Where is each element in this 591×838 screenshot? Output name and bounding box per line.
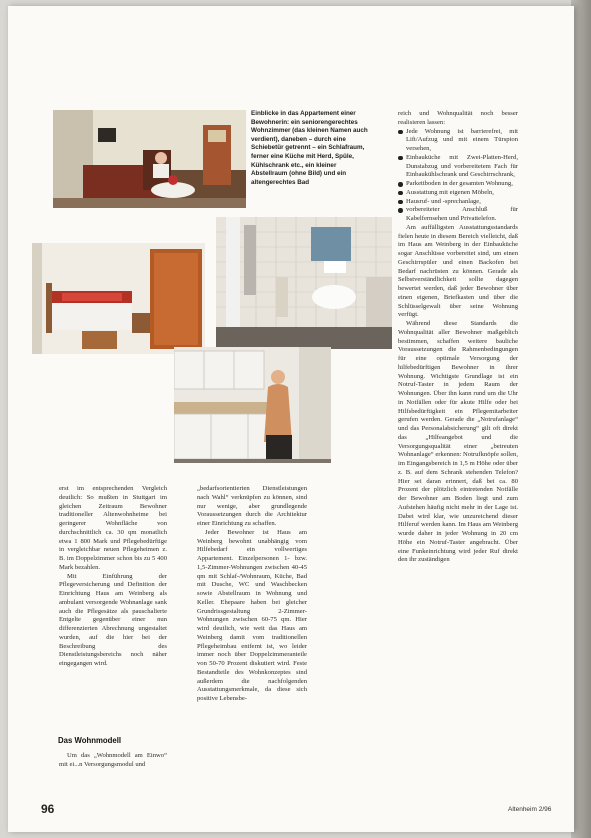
- right-intro: reich und Wohnqualität noch besser realisieren lassen:: [398, 110, 518, 126]
- photo-bedroom: [32, 243, 205, 354]
- section-heading: Das Wohnmodell: [58, 736, 122, 745]
- feature-item: Parkettboden in der gesamten Wohnung,: [398, 180, 518, 189]
- text-column-right: [398, 110, 518, 565]
- text-column-left-bottom: [59, 752, 167, 770]
- book-spine-shadow: [571, 0, 591, 838]
- left-paragraph-2: Mit Einführung der Pflegeversicherung und Definition der Einrichtung Haus am Weinberg als ambulant versorgende Wohnanlage sank auch die Pflegesätze als pauschalierte Entgelte gegenüber einer nun differenzierten Abrechnung ungestaltet wurden, auf die hier bei der Beschreibung des Dienstleistungsbereichs noch näher eingegangen wird.: [59, 572, 167, 667]
- text-column-middle: [197, 485, 307, 704]
- feature-item: Ausstattung mit eigenen Möbeln,: [398, 189, 518, 198]
- footer-issue: Altenheim 2/96: [508, 806, 552, 813]
- feature-item: Hausruf- und -sprechanlage,: [398, 198, 518, 207]
- middle-paragraph-1: „bedarfsorientierten Dienstleistungen nach Wahl“ verknüpfen zu können, sind nur wenige, aber grundlegende Voraussetzungen durch die Architektur einer Einrichtung zu schaffen.: [197, 485, 307, 527]
- magazine-page: [8, 6, 574, 832]
- page-number: 96: [41, 802, 55, 816]
- feature-item: Jede Wohnung ist barrierefrei, mit Lift/Aufzug und mit einem Türspion versehen,: [398, 128, 518, 154]
- left-paragraph-3: Um das „Wohnmodell am Einwo“ mit ei...n Versorgungsmodul und: [59, 752, 167, 768]
- photo-caption: Einblicke in das Appartement einer Bewohnerin: ein seniorengerechtes Wohnzimmer (das kleinen Namen auch verdient), daneben – durch eine Schiebetür getrennt – ein Schlafraum, ferner eine Küche mit Herd, Spüle, Kühlschrank etc., ein kleiner Abstellraum (ohne Bild) und ein altengerechtes Bad: [251, 110, 368, 186]
- photo-living-room: [53, 110, 246, 208]
- text-column-left: [59, 485, 167, 669]
- right-paragraph-2: Während diese Standards die Wohnqualität aller Bewohner maßgeblich bestimmen, schaffen weitere bauliche Voraussetzungen die Rahmenbedingungen für eine optimale Versorgung der hilfebedürftigen Bewohner in ihrer Wohnung. Wichtigste Grundlage ist ein Notruf-Taster in jedem Raum der Wohnungen. Über ihn kann rund um die Uhr in Notfällen oder für akute Hilfe oder bei Hilfsbedürftigkeit ein Pflegemitarbeiter gerufen werden. Gerade die „Notrufanlage“ und das Personalabsicherung“ gilt oft direkt das „Hilfeangebot und die Versorgungsqualität einer „betreuten Wohnanlage“ erkennen: Notrufknöpfe sollen, im Eingangsbereich in 1,5 m Höhe oder über z. B. auf dem Schrank stehenden Telefon? Hier sei daran erinnert, daß bei ca. 80 Prozent der plötzlich eintretenden Notfälle der Bewohner am Boden liegt und zum Aufstehen häufig nicht mehr in der Lage ist. Dabei wird klar, wie unzureichend dieser Hilferuf werden kann. Im Haus am Weinberg wurde daher in jeder Wohnung in 20 cm Höhe ein Notruf-Taster angebracht. Über eine Funkeinrichtung wird jeder Ruf direkt den ihr zuständigen: [398, 320, 518, 564]
- left-paragraph-1: erst im entsprechenden Vergleich deutlich: So mußten in Stuttgart im gleichen Zeitraum Bewohner traditioneller Altenwohnheime bei geringerer Wohnfläche von durchschnittlich ca. 30 qm monatlich etwa 1 800 Mark und Pflegebedürftige in vergleichbar neuen Pflegeheimen z. B. im Doppelzimmer schon bis zu 5 400 Mark bezahlen.: [59, 485, 167, 571]
- photo-kitchen: [174, 347, 331, 463]
- photo-bathroom: [216, 217, 392, 349]
- feature-list: [398, 128, 518, 224]
- middle-paragraph-2: Jeder Bewohner ist Haus am Weinberg bewohnt unabhängig vom Hilfebedarf ein vollwertiges Appartement. Einzelpersonen 1- bzw. 1,5-Zimmer-Wohnungen zwischen 40-45 qm mit Schlaf-/Wohnraum, Küche, Bad mit Dusche, WC und Waschbecken sowie Abstellraum in Wohnung und Keller. Ehepaare haben bei gleicher Grundrissgestaltung 2-Zimmer-Wohnungen zwischen 60-75 qm. Hier wird deutlich, wie weit das Haus am Weinberg damit vom traditionellen Pflegeheimbau entfernt ist, wo leider immer noch über Doppelzimmeranteile von 50-70 Prozent diskutiert wird. Feste Bestandteile des Wohnkonzeptes sind außerdem die nachfolgenden Ausstattungsmerkmale, da diese sich positive Lebensbe-: [197, 528, 307, 702]
- feature-item: Einbauküche mit Zwei-Platten-Herd, Dunstabzug und vorbereitetem Fach für Einbaukühlschrank und Geschirrschrank,: [398, 154, 518, 180]
- right-paragraph-1: Am auffälligsten Ausstattungsstandards fielen heute in diesem Bereich vielleicht, daß im Haus am Weinberg in der Einbauküche sogar Anschlüsse vorbereitet sind, um einen Geschirrspüler und einen Backofen bei Bedarf nachrüsten zu können. Gerade als Selbstverständlichkeit sollte dagegen bewertet werden, daß jeder Bewohner über einen eigenen, Briefkasten und über die Schlüsselgewalt über seine Wohnung verfügt.: [398, 223, 518, 319]
- feature-item: vorbereiteter Anschluß für Kabelfernsehen und Privattelefon.: [398, 206, 518, 224]
